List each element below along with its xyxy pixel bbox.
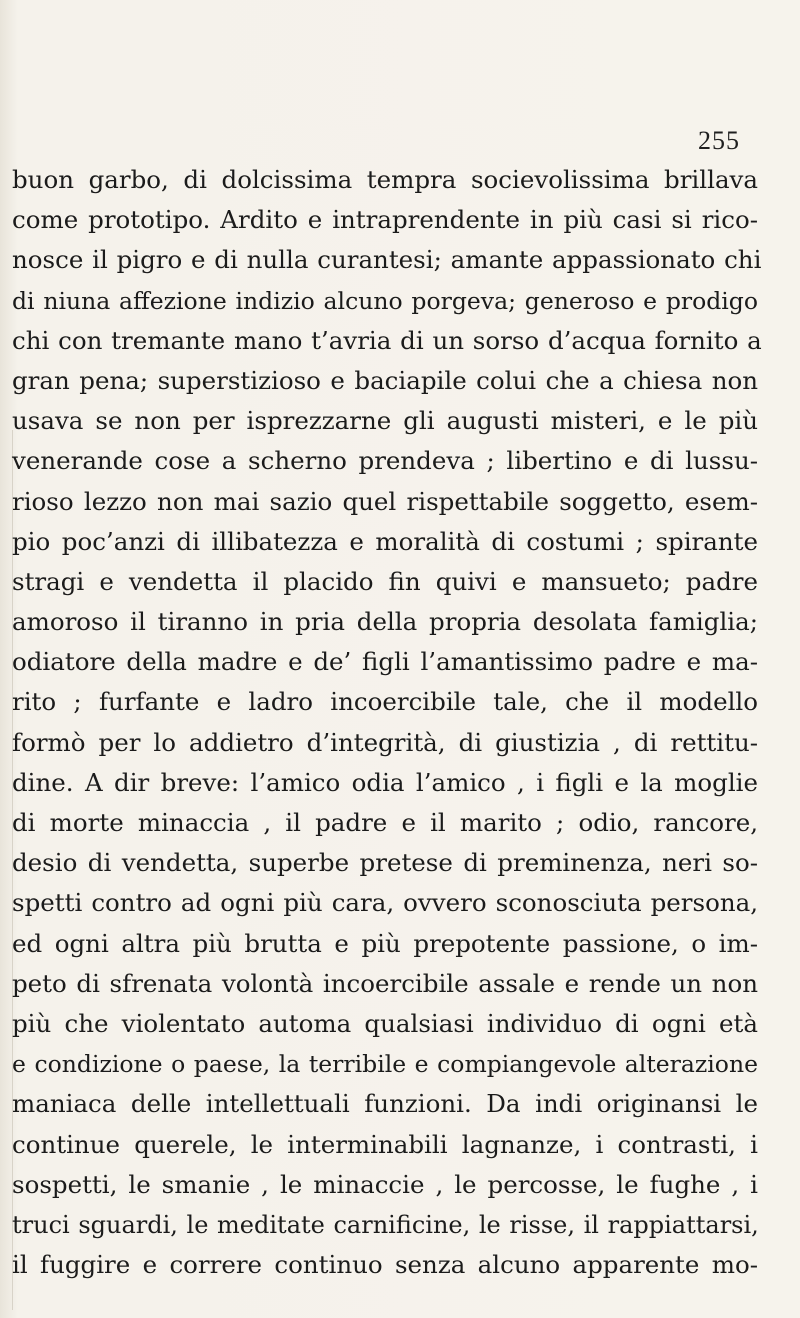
text-line: più che violentato automa qualsiasi individuo di ogni età <box>12 1008 758 1038</box>
body-text <box>12 160 762 1285</box>
text-line: rito ; furfante e ladro incoercibile tale, che il modello <box>12 687 758 717</box>
text-line: chi con tremante mano t’avria di un sorso d’acqua fornito a <box>12 325 762 355</box>
text-line: buon garbo, di dolcissima tempra socievolissima brillava <box>12 165 758 194</box>
text-line: desio di vendetta, superbe pretese di preminenza, neri so- <box>12 848 758 878</box>
page-number: 255 <box>698 126 740 155</box>
text-line: di niuna affezione indizio alcuno porgeva; generoso e prodigo <box>12 286 758 315</box>
text-line: maniaca delle intellettuali funzioni. Da indi originansi le <box>12 1089 758 1119</box>
text-line: rioso lezzo non mai sazio quel rispettabile soggetto, esem- <box>12 486 758 516</box>
text-line: dine. A dir breve: l’amico odia l’amico , i figli e la moglie <box>12 767 758 797</box>
text-line: ed ogni altra più brutta e più prepotente passione, o im- <box>12 928 758 958</box>
text-line: nosce il pigro e di nulla curantesi; amante appassionato chi <box>12 245 762 275</box>
text-line: venerande cose a scherno prendeva ; libertino e di lussu- <box>12 446 758 476</box>
text-line: il fuggire e correre continuo senza alcuno apparente mo- <box>12 1250 758 1280</box>
text-line: odiatore della madre e de’ figli l’amantissimo padre e ma- <box>12 647 758 677</box>
text-line: spetti contro ad ogni più cara, ovvero sconosciuta persona, <box>12 888 758 918</box>
text-line: e condizione o paese, la terribile e compiangevole alterazione <box>12 1050 758 1079</box>
text-line: pio poc’anzi di illibatezza e moralità di costumi ; spirante <box>12 526 758 556</box>
text-line: peto di sfrenata volontà incoercibile assale e rende un non <box>12 968 758 998</box>
text-line: usava se non per isprezzarne gli augusti misteri, e le più <box>12 406 758 436</box>
text-line: continue querele, le interminabili lagnanze, i contrasti, i <box>12 1129 758 1159</box>
text-line: truci sguardi, le meditate carnificine, le risse, il rappiattarsi, <box>12 1210 759 1239</box>
text-line: formò per lo addietro d’integrità, di giustizia , di rettitu- <box>12 727 758 757</box>
text-line: stragi e vendetta il placido fin quivi e mansueto; padre <box>12 566 758 596</box>
text-line: sospetti, le smanie , le minaccie , le percosse, le fughe , i <box>12 1169 758 1199</box>
text-line: di morte minaccia , il padre e il marito ; odio, rancore, <box>12 808 758 837</box>
text-line: gran pena; superstizioso e baciapile colui che a chiesa non <box>12 365 758 395</box>
text-line: come prototipo. Ardito e intraprendente in più casi si rico- <box>12 205 758 235</box>
text-line: amoroso il tiranno in pria della propria desolata famiglia; <box>12 607 758 637</box>
